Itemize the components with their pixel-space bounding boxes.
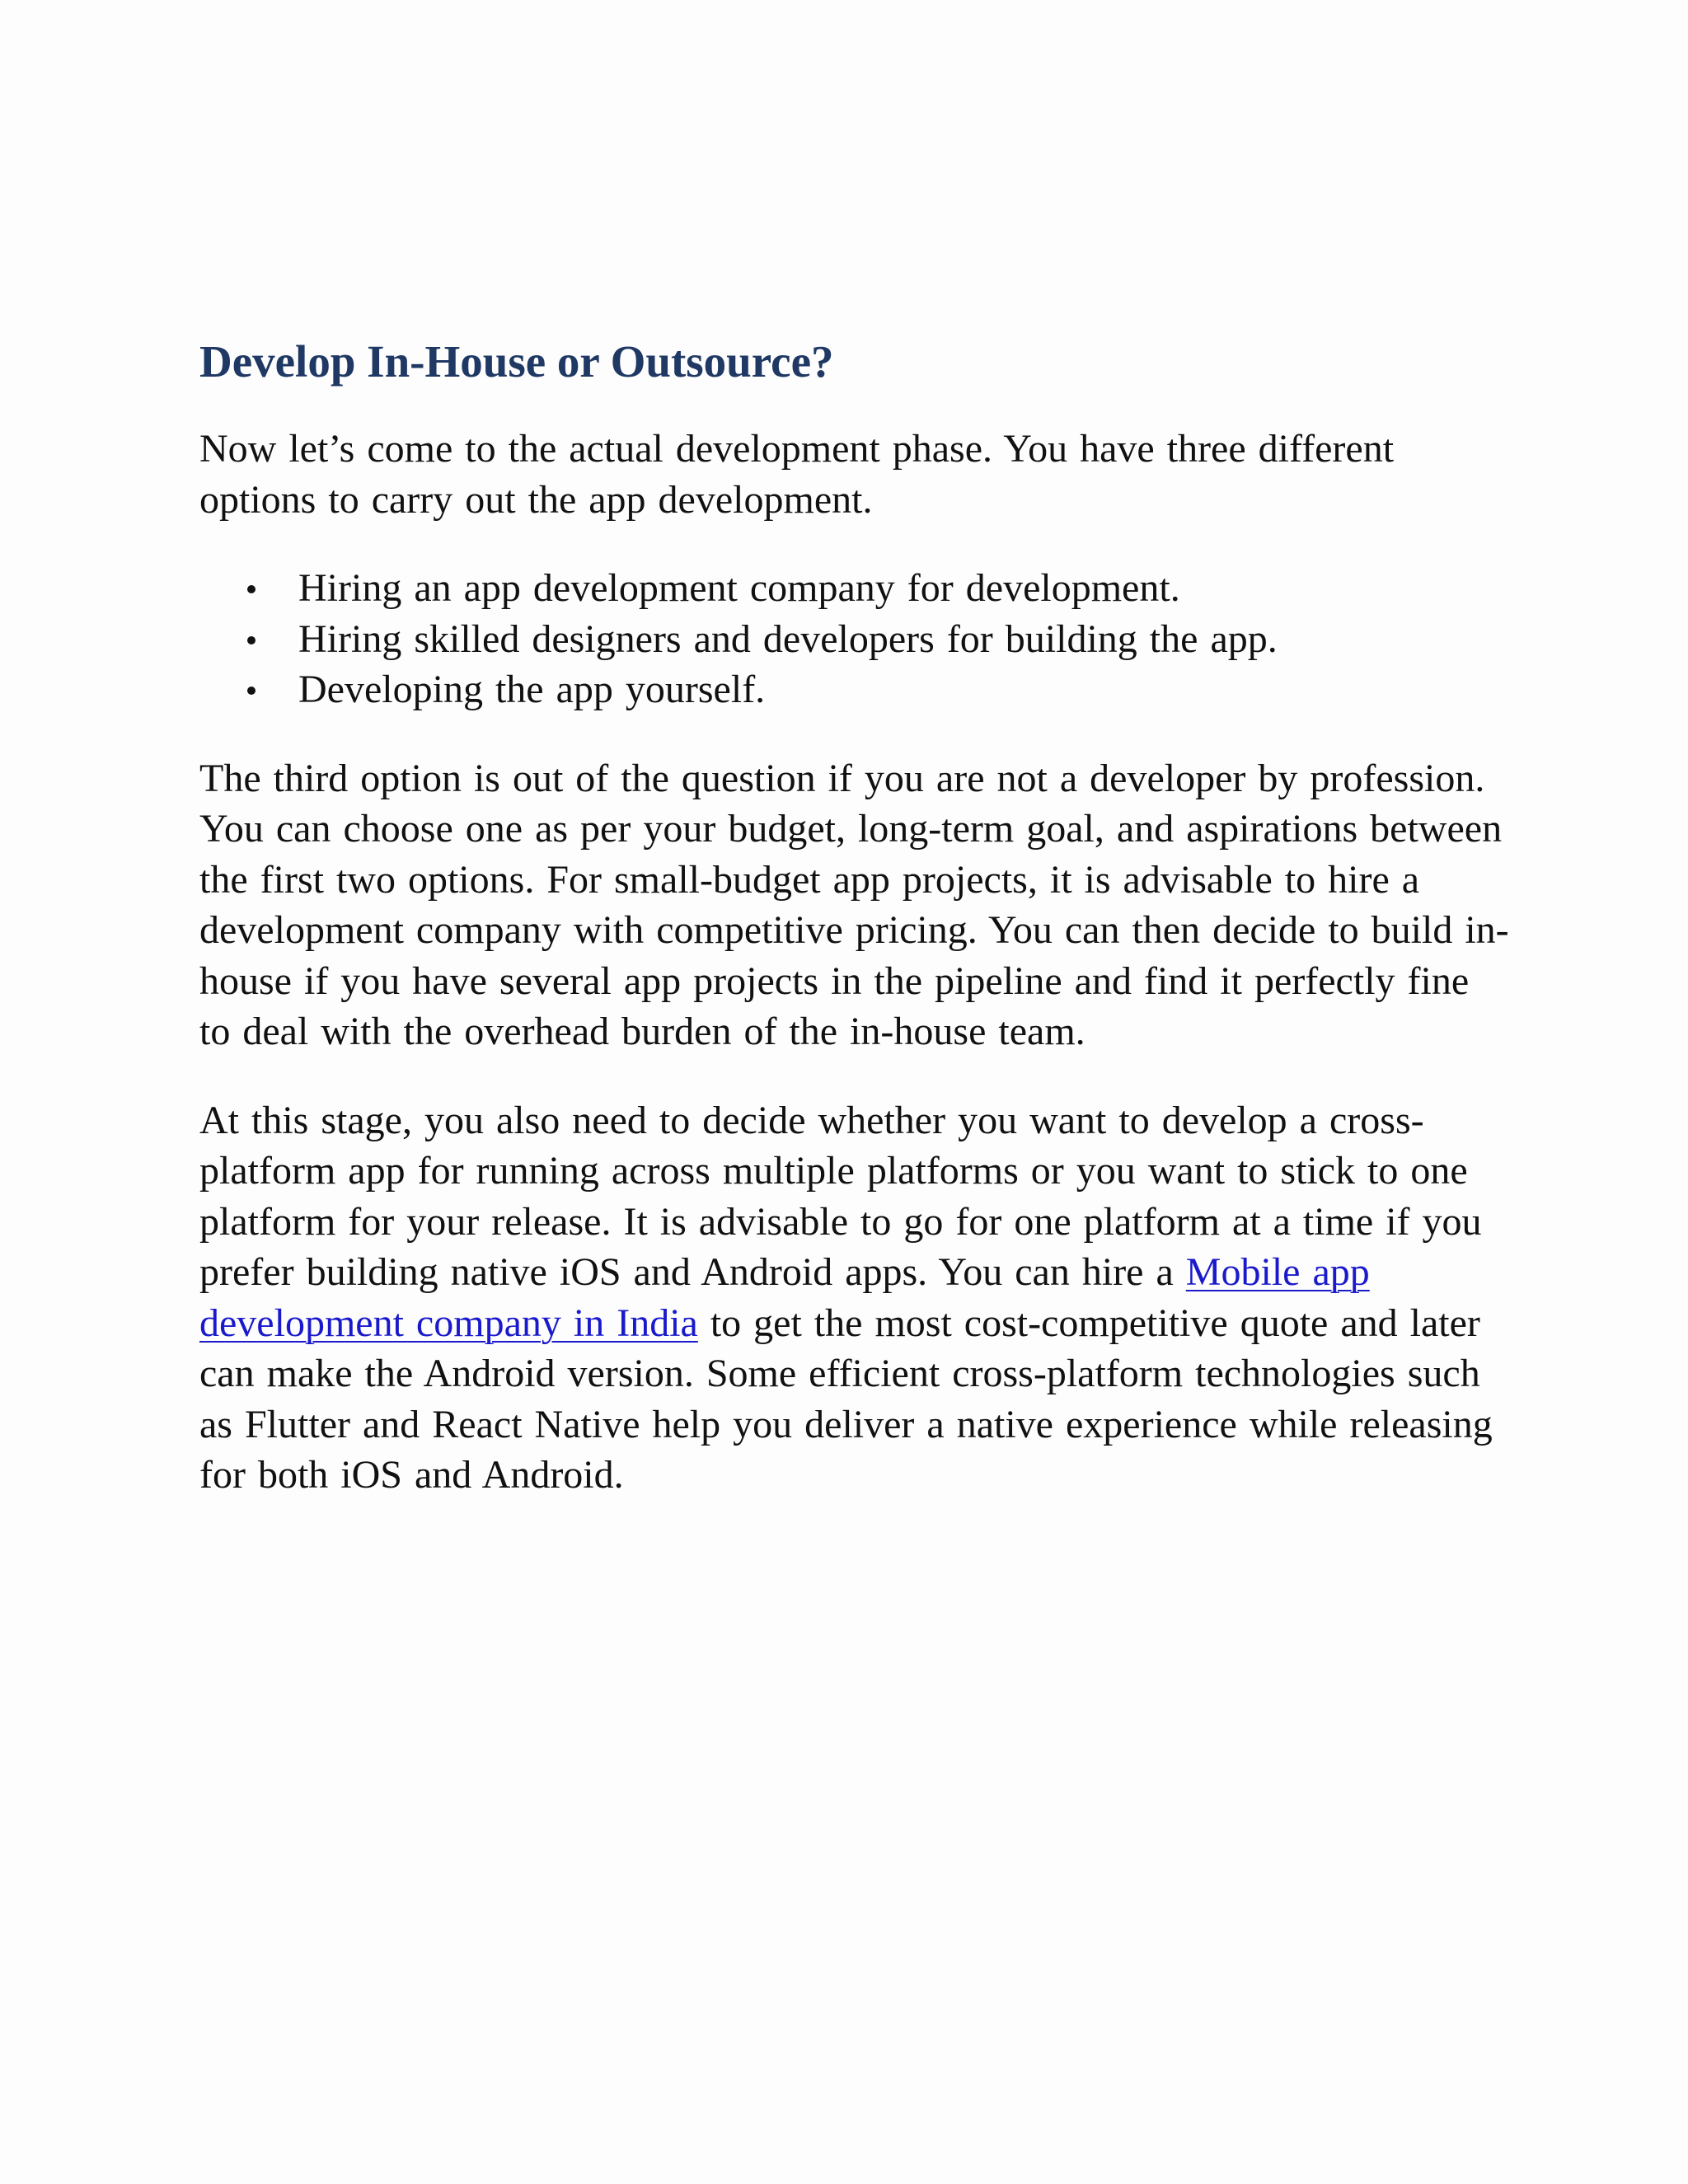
list-item-text: Hiring an app development company for development. [298, 566, 1180, 610]
list-item-text: Hiring skilled designers and developers for building the app. [298, 616, 1278, 661]
mobile-app-company-link[interactable]: Mobile app development company in India [199, 1250, 1370, 1345]
paragraph-3-text-end: to get the most cost-competitive quote and later can make the Android version. Some efficient cross-platform technologies such as Flutter and React Native help you deliver a native experience while releasing for both iOS and Android. [199, 1301, 1493, 1497]
bullet-icon [247, 687, 256, 695]
list-item [199, 614, 1510, 665]
bullet-icon [247, 585, 256, 593]
list-item [199, 563, 1510, 614]
body-paragraph-2: The third option is out of the question if you are not a developer by profession. You can choose one as per your budget, long-term goal, and aspirations between the first two options. For small-budget app projects, it is advisable to hire a development company with competitive pricing. You can then decide to build in-house if you have several app projects in the pipeline and find it perfectly fine to deal with the overhead burden of the in-house team. [199, 756, 1509, 1053]
document-body [199, 334, 1510, 1501]
bullet-icon [247, 636, 256, 644]
paragraph-3-text-start: At this stage, you also need to decide whether you want to develop a cross-platform app for running across multiple platforms or you want to stick to one platform for your release. It is advisable to go for one platform at a time if you prefer building native iOS and Android apps. You can hire a [199, 1098, 1482, 1294]
list-item-text: Developing the app yourself. [298, 668, 766, 711]
intro-paragraph: Now let’s come to the actual development phase. You have three different options to carry out the app development. [199, 427, 1395, 522]
list-item [199, 664, 1510, 715]
options-list [199, 563, 1510, 715]
body-paragraph-3 [199, 1095, 1510, 1501]
section-heading: Develop In-House or Outsource? [199, 336, 834, 387]
